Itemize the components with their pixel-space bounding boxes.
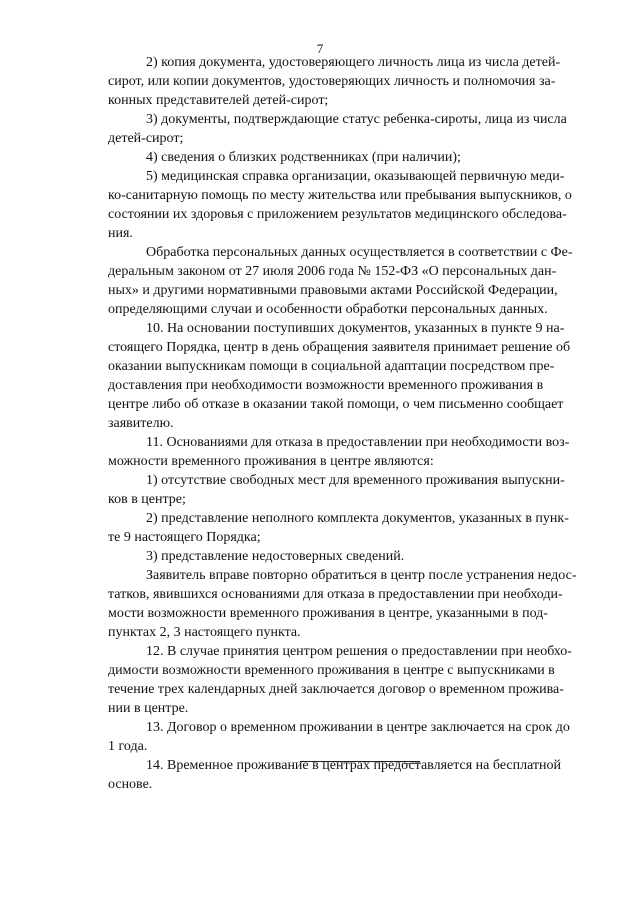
paragraph-item-5-medical-certificate: 5) медицинская справка организации, оказывающей первичную меди- ко-санитарную помощь по месту жительства или пребывания выпускников, о состоянии их здоровья с приложением результатов медицинского обследова- ния. <box>108 169 572 241</box>
paragraph-refusal-ground-2: 2) представление неполного комплекта документов, указанных в пунк- те 9 настоящего Порядка; <box>108 511 569 545</box>
end-of-document-divider-tail <box>404 763 420 764</box>
paragraph-clause-13: 13. Договор о временном проживании в центре заключается на срок до 1 года. <box>108 720 570 754</box>
end-of-document-divider <box>300 761 420 762</box>
paragraph-refusal-ground-1: 1) отсутствие свободных мест для временного проживания выпускни- ков в центре; <box>108 473 565 507</box>
paragraph-clause-10: 10. На основании поступивших документов, указанных в пункте 9 на- стоящего Порядка, центр в день обращения заявителя принимает решение об оказании выпускникам помощи в социальной адаптации посредством пре- доставления при необходимости возможности временного проживания в центре либо об отказе в оказании такой помощи, о чем письменно сообщает заявителю. <box>108 321 571 431</box>
paragraph-item-3-orphan-status: 3) документы, подтверждающие статус ребенка-сироты, лица из числа детей-сирот; <box>108 112 567 146</box>
paragraph-clause-14: 14. Временное проживание в центрах предоставляется на бесплатной основе. <box>108 758 562 792</box>
paragraph-clause-11: 11. Основаниями для отказа в предоставлении при необходимости воз- можности временного проживания в центре являются: <box>108 435 570 469</box>
paragraph-item-4-relatives: 4) сведения о близких родственниках (при наличии); <box>146 150 461 165</box>
paragraph-refusal-ground-3: 3) представление недостоверных сведений. <box>146 549 405 564</box>
page-number: 7 <box>316 41 324 56</box>
paragraph-personal-data: Обработка персональных данных осуществляется в соответствии с Фе- деральным законом от 27 июля 2006 года № 152-ФЗ «О персональных дан- ных» и другими нормативными правовыми актами Российской Федерации, определяющими случаи и особенности обработки персональных данных. <box>108 245 573 317</box>
paragraph-item-2-passport-copy: 2) копия документа, удостоверяющего личность лица из числа детей- сирот, или копии документов, удостоверяющих личность и полномочия за- конных представителей детей-сирот; <box>108 55 561 108</box>
paragraph-reapply: Заявитель вправе повторно обратиться в центр после устранения недос- татков, явившихся основаниями для отказа в предоставлении при необходи- мости возможности временного проживания в центре, указанными в под- пунктах 2, 3 настоящего пункта. <box>108 568 577 640</box>
paragraph-clause-12: 12. В случае принятия центром решения о предоставлении при необхо- димости возможности временного проживания в центре с выпускниками в течение трех календарных дней заключается договор о временном прожива- нии в центре. <box>108 644 572 716</box>
document-body <box>108 53 608 794</box>
